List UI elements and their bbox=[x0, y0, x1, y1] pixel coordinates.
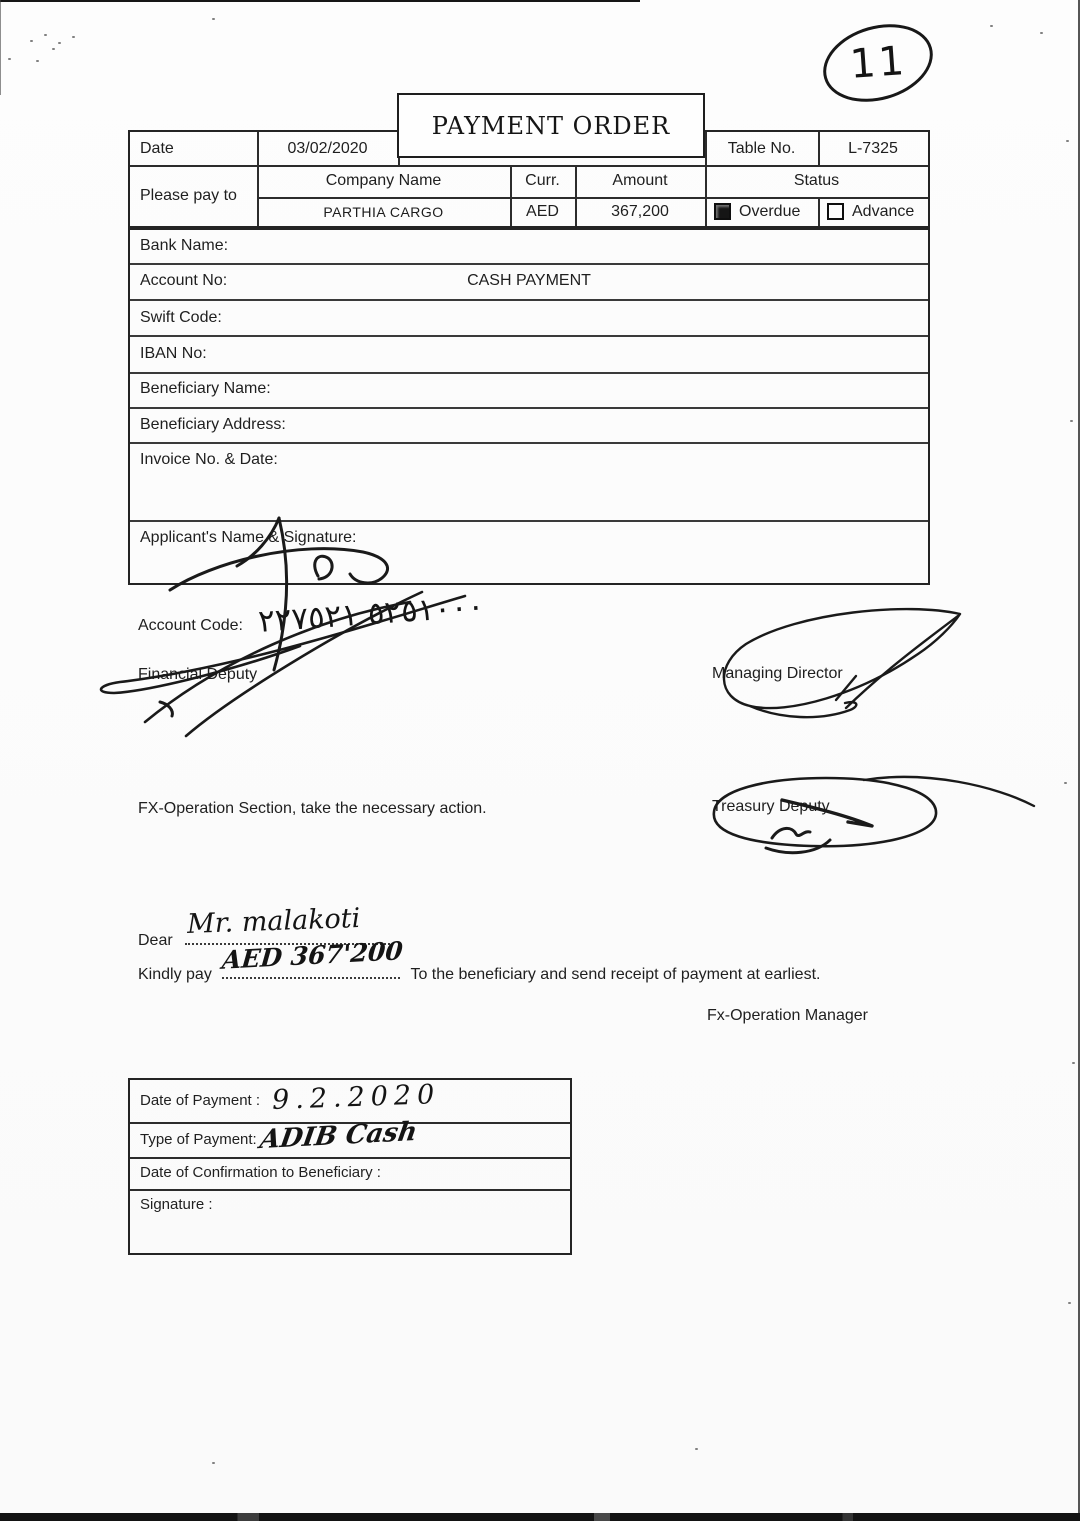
account-no-value: CASH PAYMENT bbox=[467, 272, 591, 289]
swift-code-label: Swift Code: bbox=[140, 309, 222, 326]
scan-speck bbox=[1040, 32, 1043, 34]
fx-operation-instruction: FX-Operation Section, take the necessary action. bbox=[138, 800, 487, 817]
table-line bbox=[130, 335, 928, 337]
treasury-deputy-label: Treasury Deputy bbox=[712, 798, 830, 815]
scan-speck bbox=[36, 60, 39, 62]
handwritten-page-number-circle bbox=[814, 12, 942, 114]
scan-speck bbox=[30, 40, 33, 42]
invoice-no-date-label: Invoice No. & Date: bbox=[140, 451, 278, 468]
table-no-label: Table No. bbox=[727, 139, 796, 157]
beneficiary-name-label: Beneficiary Name: bbox=[140, 380, 271, 397]
table-line bbox=[130, 1157, 570, 1159]
table-line bbox=[130, 407, 928, 409]
bank-name-label: Bank Name: bbox=[140, 237, 229, 254]
table-line bbox=[130, 1189, 570, 1191]
financial-deputy-label: Financial Deputy bbox=[138, 666, 258, 683]
company-name-label: Company Name bbox=[325, 172, 442, 189]
amount-label: Amount bbox=[612, 172, 668, 189]
scan-speck bbox=[1072, 1062, 1075, 1064]
scan-speck bbox=[72, 36, 75, 38]
overdue-label: Overdue bbox=[739, 202, 801, 220]
kindly-pay-label: Kindly pay bbox=[138, 966, 212, 983]
scan-speck bbox=[1066, 140, 1069, 142]
advance-checkbox-unchecked-icon bbox=[827, 203, 844, 220]
treasury-deputy-signature bbox=[696, 770, 1041, 865]
account-code-label: Account Code: bbox=[138, 617, 243, 634]
table-line bbox=[130, 372, 928, 374]
table-line bbox=[130, 263, 928, 265]
currency-label: Curr. bbox=[525, 172, 560, 189]
status-label: Status bbox=[793, 172, 840, 189]
page-title: PAYMENT ORDER bbox=[431, 111, 671, 140]
advance-label: Advance bbox=[852, 202, 915, 220]
scan-speck bbox=[52, 48, 55, 50]
scan-speck bbox=[212, 1462, 215, 1464]
date-of-payment-label: Date of Payment : bbox=[140, 1092, 261, 1109]
payment-order-title-box bbox=[397, 93, 705, 158]
dear-label: Dear bbox=[138, 932, 173, 949]
date-of-payment-handwritten: 9.2.2020 bbox=[271, 1079, 441, 1116]
scan-speck bbox=[1070, 420, 1073, 422]
fx-operation-manager-label: Fx-Operation Manager bbox=[707, 1007, 868, 1024]
company-name-value: PARTHIA CARGO bbox=[323, 203, 444, 220]
table-line bbox=[130, 442, 928, 444]
currency-value: AED bbox=[526, 202, 559, 220]
date-of-confirmation-label: Date of Confirmation to Beneficiary : bbox=[140, 1164, 381, 1181]
scan-bottom-bar bbox=[0, 1513, 1080, 1521]
scan-speck bbox=[1064, 782, 1067, 784]
table-line bbox=[130, 520, 928, 522]
scan-edge-left bbox=[0, 0, 1, 95]
account-no-label: Account No: bbox=[140, 272, 228, 289]
scan-speck bbox=[212, 18, 215, 20]
managing-director-label: Managing Director bbox=[712, 665, 843, 682]
kindly-amount-handwritten: AED 367'200 bbox=[221, 936, 405, 975]
date-value: 03/02/2020 bbox=[287, 139, 368, 157]
type-of-payment-handwritten: ADIB Cash bbox=[257, 1116, 420, 1156]
table-no-value: L-7325 bbox=[848, 139, 898, 157]
scan-speck bbox=[990, 25, 993, 27]
overdue-checkbox-checked-icon bbox=[714, 203, 731, 220]
account-code-handwritten: ٥٢٥١٠٠٠ ٢٢٧٥٢١ bbox=[257, 588, 486, 640]
payment-confirmation-table bbox=[128, 1078, 572, 1255]
signature-label: Signature : bbox=[140, 1196, 213, 1213]
dear-name-handwritten: Mr. malakoti bbox=[186, 902, 361, 941]
kindly-pay-dotted-line bbox=[221, 936, 405, 979]
bank-details-table bbox=[128, 228, 930, 585]
scan-speck bbox=[1068, 1302, 1071, 1304]
table-line bbox=[130, 299, 928, 301]
scan-speck bbox=[695, 1448, 698, 1450]
date-label: Date bbox=[140, 139, 174, 157]
scan-speck bbox=[58, 42, 61, 44]
please-pay-to-label: Please pay to bbox=[140, 186, 237, 204]
beneficiary-address-label: Beneficiary Address: bbox=[140, 416, 286, 433]
scan-speck bbox=[44, 34, 47, 36]
scan-speck bbox=[8, 58, 11, 60]
status-option-overdue bbox=[705, 197, 818, 226]
iban-no-label: IBAN No: bbox=[140, 345, 207, 362]
applicant-name-signature-label: Applicant's Name & Signature: bbox=[140, 529, 357, 546]
scan-edge-top bbox=[0, 0, 640, 2]
type-of-payment-label: Type of Payment: bbox=[140, 1131, 257, 1148]
amount-value: 367,200 bbox=[611, 202, 669, 220]
kindly-pay-rest: To the beneficiary and send receipt of payment at earliest. bbox=[410, 966, 821, 983]
status-option-advance bbox=[818, 197, 928, 226]
handwritten-page-number: 11 bbox=[848, 38, 908, 88]
